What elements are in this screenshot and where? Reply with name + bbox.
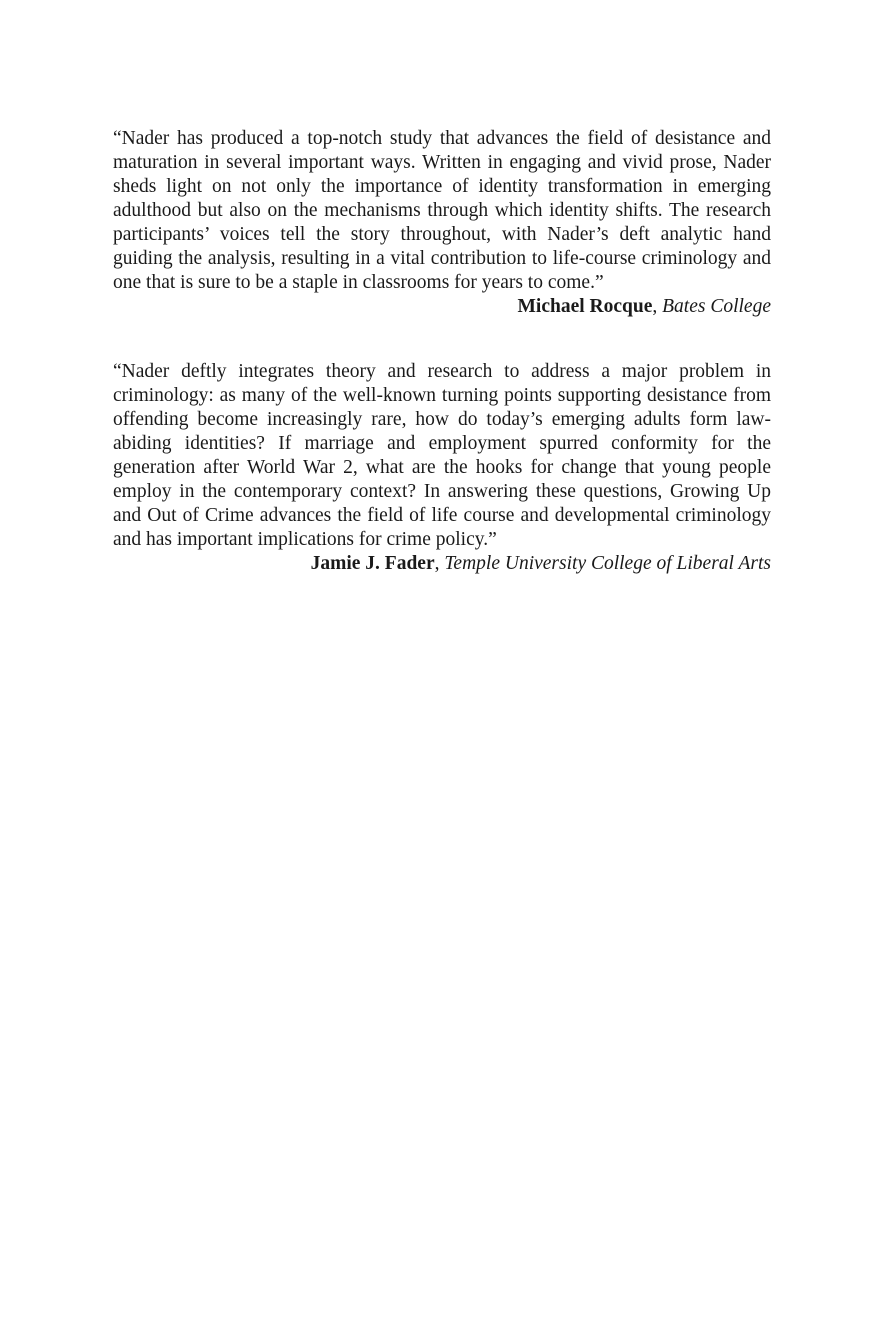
blurb-attribution [113, 295, 771, 319]
attribution-separator: , [652, 296, 663, 317]
blurb-quote: “Nader has produced a top-notch study that advances the field of desistance and maturation in several important ways. Written in engaging and vivid prose, Nader sheds light on not only the importance of identity transformation in emerging adulthood but also on the mechanisms through which identity shifts. The research participants’ voices tell the story throughout, with Nader’s deft analytic hand guiding the analysis, resulting in a vital contribution to life-course criminology and one that is sure to be a staple in classrooms for years to come.” [113, 128, 771, 293]
blurb-quote: “Nader deftly integrates theory and research to address a major problem in criminology: as many of the well-known turning points supporting desistance from offending become increasingly rare, how do today’s emerging adults form law-abiding identities? If marriage and employment spurred conformity for the generation after World War 2, what are the hooks for change that young people employ in the contemporary context? In answering these questions, Growing Up and Out of Crime advances the field of life course and developmental criminology and has important implications for crime policy.” [113, 361, 771, 550]
attribution-affiliation: Temple University College of Liberal Arts [444, 553, 771, 574]
attribution-separator: , [434, 553, 445, 574]
praise-page [113, 127, 771, 576]
blurb-rocque [113, 127, 771, 319]
attribution-name: Jamie J. Fader [310, 553, 435, 574]
attribution-name: Michael Rocque [517, 296, 653, 317]
blurb-fader [113, 360, 771, 576]
attribution-affiliation: Bates College [662, 296, 771, 317]
blurb-attribution [113, 552, 771, 576]
